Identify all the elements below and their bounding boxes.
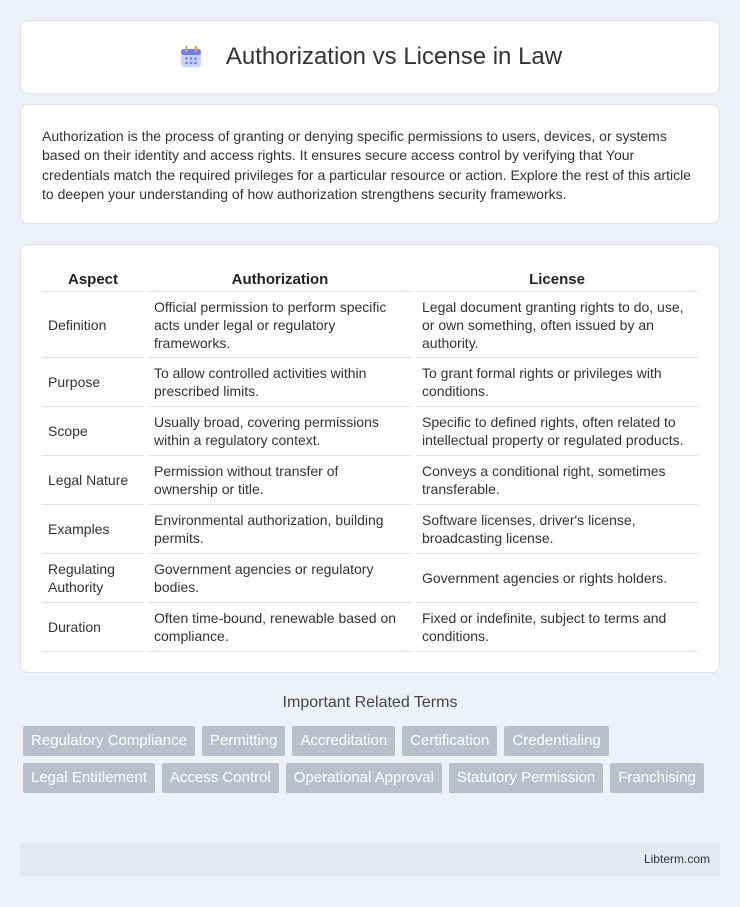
cell-license: Government agencies or rights holders.: [416, 554, 698, 603]
cell-authorization: Permission without transfer of ownership or title.: [148, 456, 412, 505]
cell-aspect: Examples: [42, 505, 144, 554]
header-card: [20, 20, 720, 94]
footer-site-link[interactable]: Libterm.com: [643, 852, 710, 866]
table-row: [42, 456, 698, 505]
table-row: [42, 554, 698, 603]
cell-aspect: Regulating Authority: [42, 554, 144, 603]
tag-regulatory-compliance[interactable]: Regulatory Compliance: [23, 726, 195, 756]
tag-access-control[interactable]: Access Control: [162, 763, 279, 793]
tag-legal-entitlement[interactable]: Legal Entitlement: [23, 763, 155, 793]
cell-authorization: Often time-bound, renewable based on compliance.: [148, 603, 412, 652]
cell-license: Fixed or indefinite, subject to terms and conditions.: [416, 603, 698, 652]
table-row: [42, 505, 698, 554]
cell-authorization: Environmental authorization, building permits.: [148, 505, 412, 554]
comparison-table-card: [20, 244, 720, 673]
tag-permitting[interactable]: Permitting: [202, 726, 286, 756]
cell-license: Specific to defined rights, often related to intellectual property or regulated products.: [416, 407, 698, 456]
tag-statutory-permission[interactable]: Statutory Permission: [449, 763, 603, 793]
cell-license: Conveys a conditional right, sometimes transferable.: [416, 456, 698, 505]
page-title: Authorization vs License in Law: [225, 43, 563, 70]
cell-aspect: Legal Nature: [42, 456, 144, 505]
cell-aspect: Purpose: [42, 358, 144, 407]
footer: [20, 842, 720, 876]
cell-authorization: Usually broad, covering permissions within a regulatory context.: [148, 407, 412, 456]
tag-certification[interactable]: Certification: [402, 726, 497, 756]
cell-authorization: Official permission to perform specific acts under legal or regulatory frameworks.: [148, 292, 412, 358]
table-row: [42, 407, 698, 456]
tag-franchising[interactable]: Franchising: [610, 763, 704, 793]
tag-operational-approval[interactable]: Operational Approval: [286, 763, 442, 793]
header-aspect: Aspect: [42, 265, 144, 292]
table-row: [42, 603, 698, 652]
intro-text: Authorization is the process of granting or denying specific permissions to users, devices, or systems based on their identity and access rights. It ensures secure access control by verifying that Your credentials match the required privileges for a particular resource or action. Explore the rest of this article to deepen your understanding of how authorization strengthens security frameworks.: [42, 128, 691, 202]
cell-aspect: Duration: [42, 603, 144, 652]
intro-card: [20, 104, 720, 224]
calendar-icon: [178, 44, 204, 70]
header-license: License: [416, 265, 698, 292]
cell-license: Software licenses, driver's license, broadcasting license.: [416, 505, 698, 554]
comparison-table: [38, 265, 702, 652]
related-terms-list: [23, 726, 723, 793]
cell-aspect: Scope: [42, 407, 144, 456]
cell-authorization: Government agencies or regulatory bodies.: [148, 554, 412, 603]
cell-authorization: To allow controlled activities within prescribed limits.: [148, 358, 412, 407]
header-authorization: Authorization: [148, 265, 412, 292]
tag-credentialing[interactable]: Credentialing: [504, 726, 608, 756]
table-row: [42, 292, 698, 358]
cell-aspect: Definition: [42, 292, 144, 358]
cell-license: To grant formal rights or privileges with conditions.: [416, 358, 698, 407]
related-terms-title: Important Related Terms: [282, 694, 458, 711]
cell-license: Legal document granting rights to do, use, or own something, often issued by an authority.: [416, 292, 698, 358]
table-row: [42, 358, 698, 407]
table-header-row: [42, 265, 698, 292]
tag-accreditation[interactable]: Accreditation: [292, 726, 395, 756]
